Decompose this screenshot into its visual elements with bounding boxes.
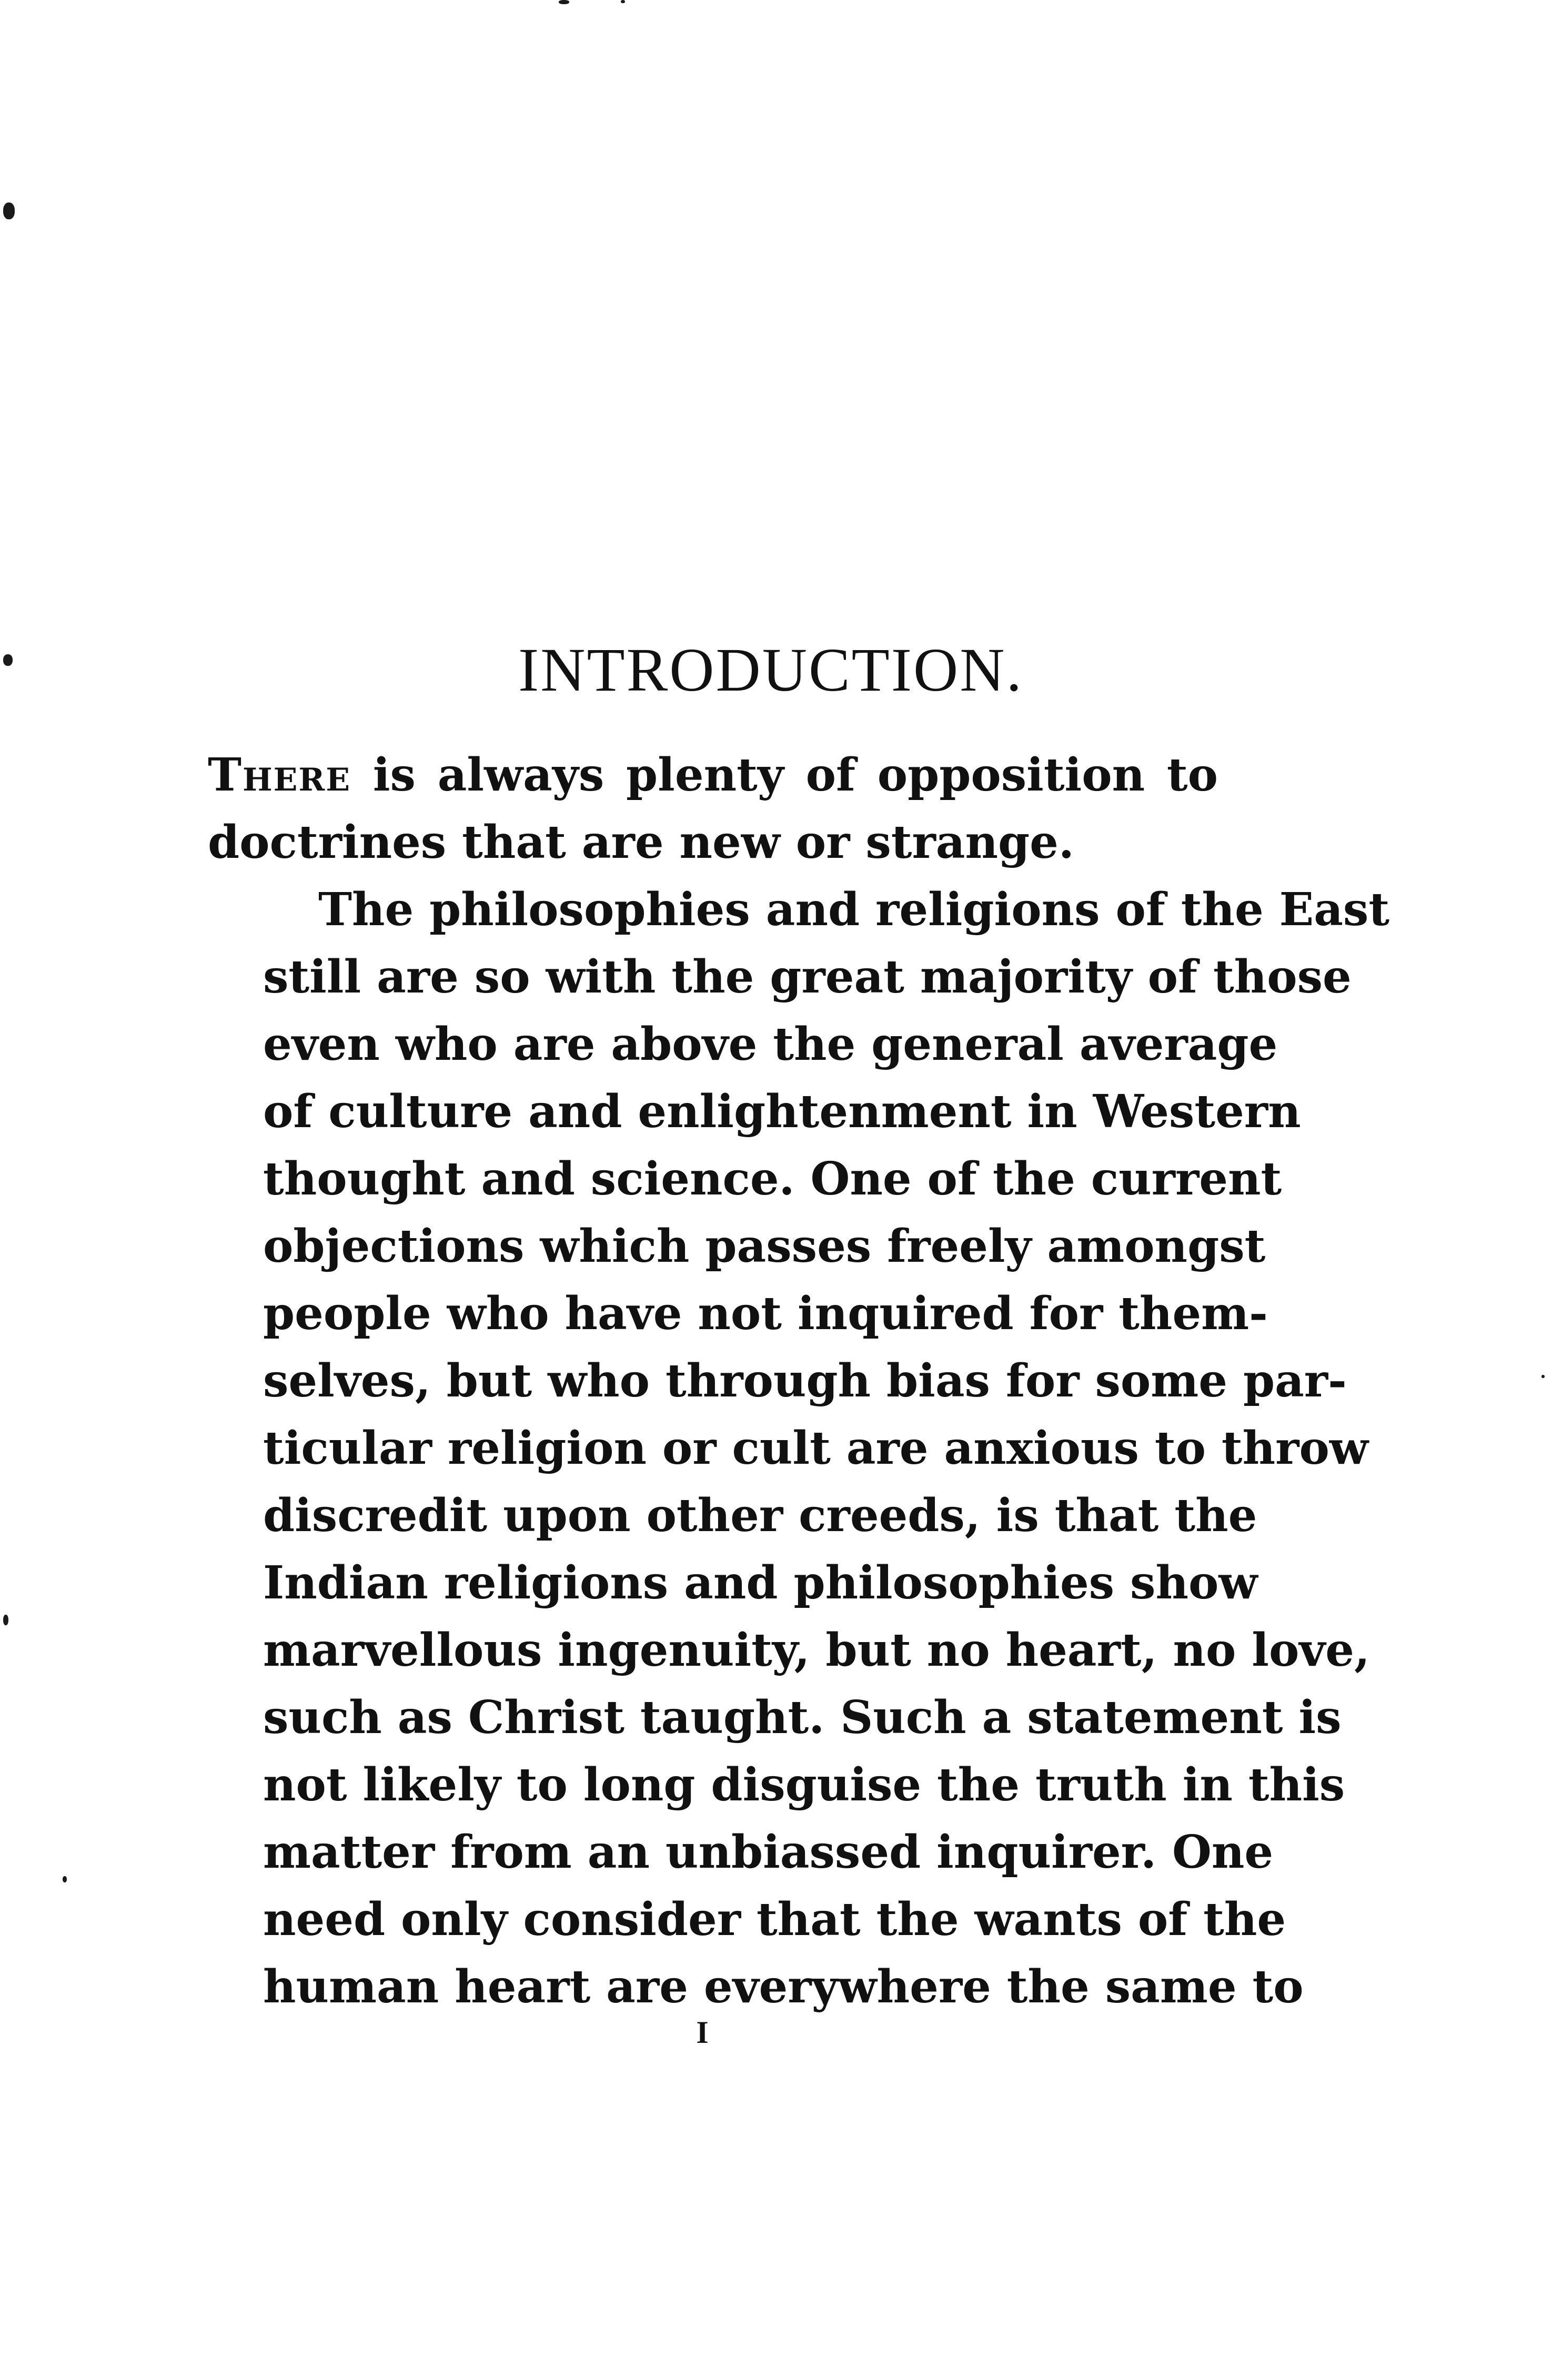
lead-word: There — [208, 748, 351, 802]
paragraph-2 — [208, 876, 1390, 2021]
text-line: people who have not inquired for them- — [263, 1287, 1268, 1340]
text-line: matter from an unbiassed inquirer. One — [263, 1826, 1274, 1879]
text-line: even who are above the general average — [263, 1018, 1278, 1071]
text-line: ticular religion or cult are anxious to throw — [263, 1422, 1368, 1475]
text-line: doctrines that are new or strange. — [208, 816, 1074, 869]
text-line: still are so with the great majority of those — [263, 950, 1352, 1004]
text-line: selves, but who through bias for some par- — [263, 1354, 1347, 1407]
text-line: objections which passes freely amongst — [263, 1220, 1266, 1273]
scan-speck — [3, 1615, 8, 1625]
scan-speck — [621, 0, 625, 3]
text-line: thought and science. One of the current — [263, 1152, 1282, 1206]
text-line: such as Christ taught. Such a statement is — [263, 1691, 1342, 1744]
text-line: marvellous ingenuity, but no heart, no love, — [263, 1624, 1370, 1677]
body-text — [208, 742, 1390, 2021]
text-line: discredit upon other creeds, is that the — [263, 1489, 1257, 1542]
text-line: human heart are everywhere the same to — [263, 1960, 1304, 2013]
text-line-rest: is always plenty of opposition to — [351, 748, 1218, 802]
scan-speck — [1541, 1375, 1545, 1378]
scan-speck — [63, 1876, 67, 1882]
paragraph-1 — [208, 742, 1218, 876]
text-line: Indian religions and philosophies show — [263, 1556, 1258, 1609]
text-line: of culture and enlightenment in Western — [263, 1085, 1301, 1138]
text-line: The philosophies and religions of the East — [318, 883, 1390, 936]
text-line: need only consider that the wants of the — [263, 1893, 1286, 1946]
chapter-heading: INTRODUCTION. — [518, 635, 1023, 704]
text-line — [208, 742, 1218, 809]
page-number: I — [696, 2015, 709, 2050]
scan-speck — [559, 0, 569, 4]
text-line: not likely to long disguise the truth in this — [263, 1758, 1345, 1811]
scan-speck — [3, 202, 15, 219]
